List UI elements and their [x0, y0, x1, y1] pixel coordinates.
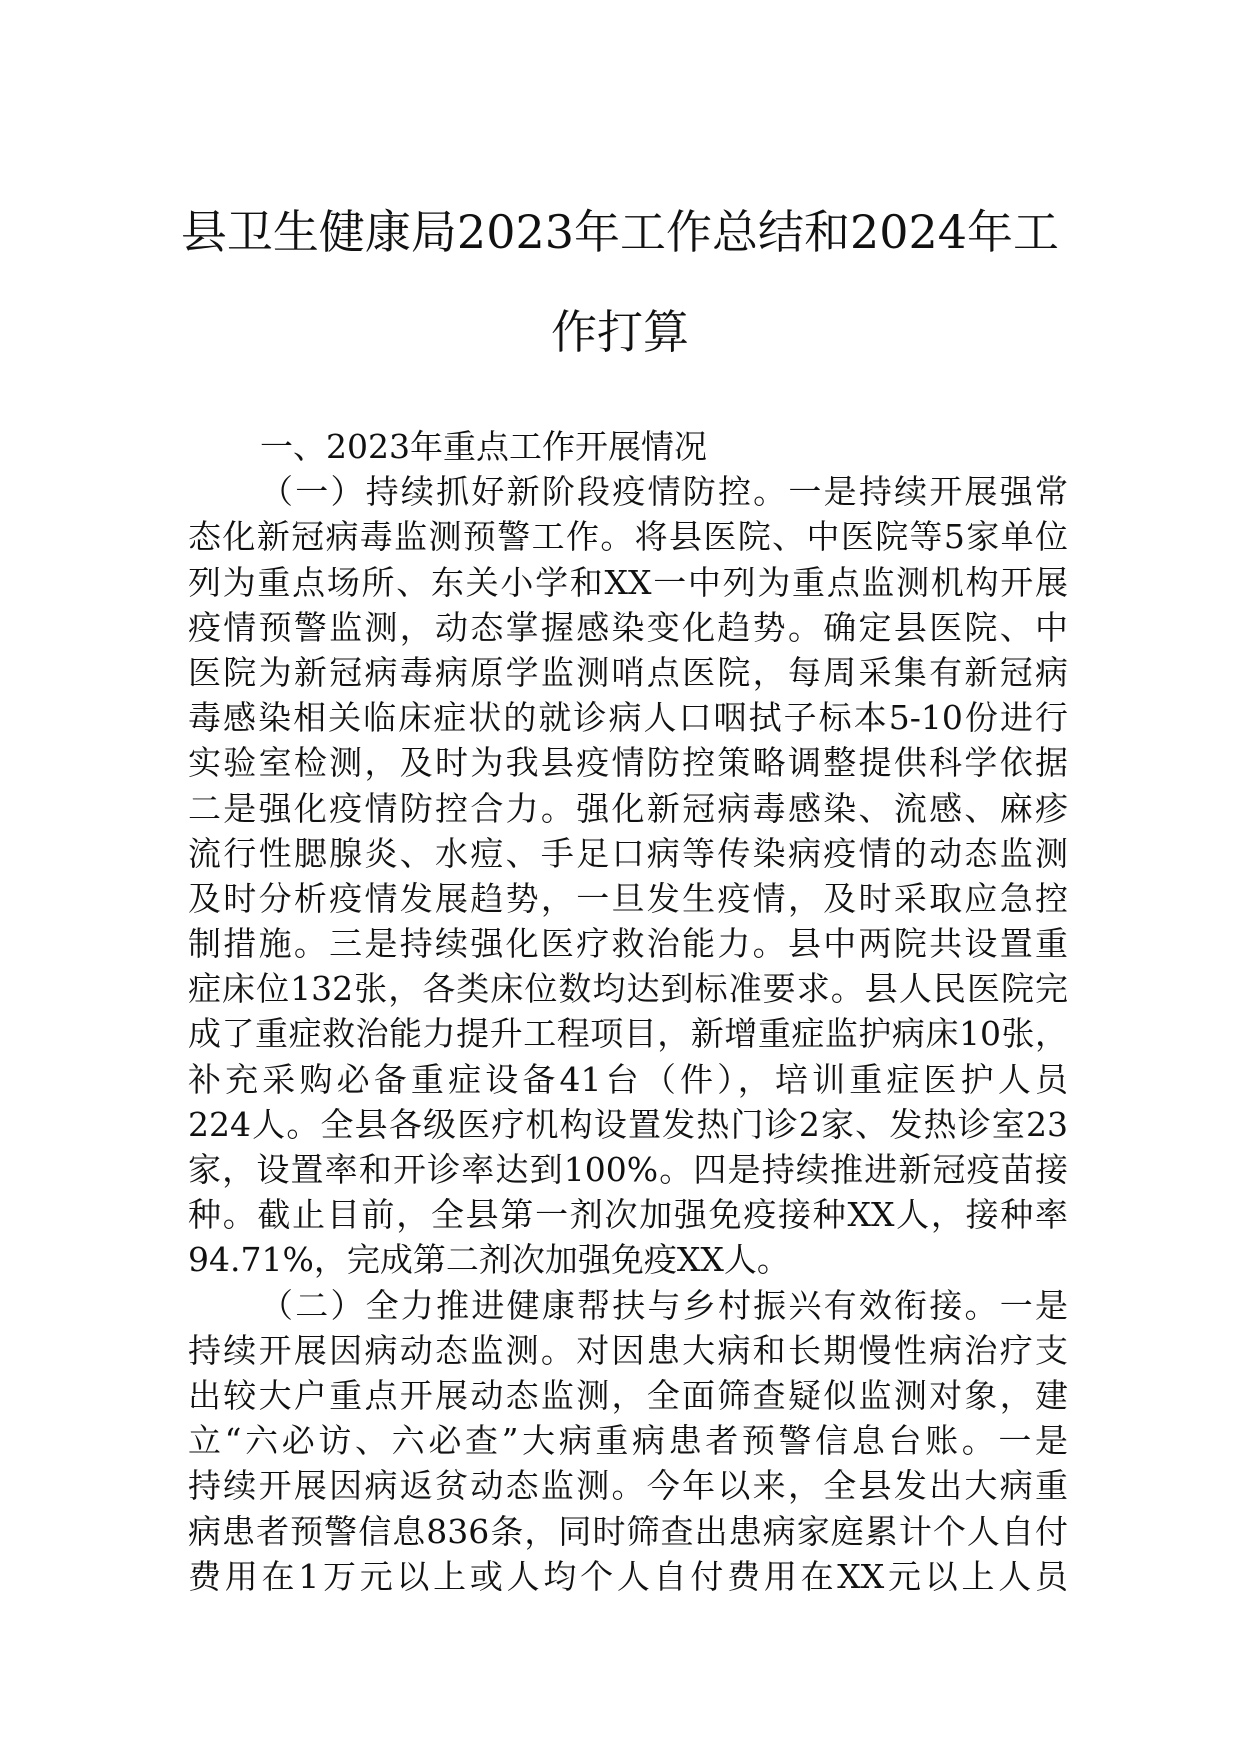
- document-body: [188, 424, 1068, 1599]
- paragraph-line: 症床位132张，各类床位数均达到标准要求。县人民医院完: [188, 969, 1068, 1009]
- document-title: [150, 182, 1090, 382]
- paragraph-line: 持续开展因病动态监测。对因患大病和长期慢性病治疗支: [188, 1330, 1068, 1370]
- paragraph-line: 流行性腮腺炎、水痘、手足口病等传染病疫情的动态监测: [188, 833, 1068, 873]
- paragraph-line: 态化新冠病毒监测预警工作。将县医院、中医院等5家单位: [188, 517, 1068, 557]
- paragraph-line: 成了重症救治能力提升工程项目，新增重症监护病床10张，: [188, 1014, 1068, 1054]
- paragraph-line: 及时分析疫情发展趋势，一旦发生疫情，及时采取应急控: [188, 878, 1068, 918]
- paragraph-line: 毒感染相关临床症状的就诊病人口咽拭子标本5-10份进行: [188, 698, 1068, 738]
- section-heading: 一、2023年重点工作开展情况: [260, 427, 707, 466]
- paragraph-line: 医院为新冠病毒病原学监测哨点医院，每周采集有新冠病: [188, 652, 1068, 692]
- paragraph-line: 列为重点场所、东关小学和XX一中列为重点监测机构开展: [188, 562, 1068, 602]
- paragraph-line: 病患者预警信息836条，同时筛查出患病家庭累计个人自付: [188, 1511, 1068, 1551]
- paragraph-line: （二）全力推进健康帮扶与乡村振兴有效衔接。一是: [260, 1285, 1068, 1325]
- paragraph-line: 持续开展因病返贫动态监测。今年以来，全县发出大病重: [188, 1466, 1068, 1506]
- paragraph-line: 种。截止目前，全县第一剂次加强免疫接种XX人，接种率: [188, 1195, 1068, 1235]
- paragraph-line: 补充采购必备重症设备41台（件），培训重症医护人员: [188, 1059, 1068, 1099]
- paragraph-line: 94.71%，完成第二剂次加强免疫XX人。: [188, 1240, 790, 1280]
- paragraph-line: 实验室检测，及时为我县疫情防控策略调整提供科学依据: [188, 743, 1068, 783]
- paragraph-line: 家，设置率和开诊率达到100%。四是持续推进新冠疫苗接: [188, 1150, 1068, 1189]
- paragraph-line: 二是强化疫情防控合力。强化新冠病毒感染、流感、麻疹: [188, 788, 1068, 828]
- paragraph-line: 224人。全县各级医疗机构设置发热门诊2家、发热诊室23: [188, 1104, 1068, 1144]
- paragraph-line: 出较大户重点开展动态监测，全面筛查疑似监测对象，建: [188, 1375, 1068, 1415]
- paragraph-line: 疫情预警监测，动态掌握感染变化趋势。确定县医院、中: [188, 607, 1068, 647]
- paragraph-line: 制措施。三是持续强化医疗救治能力。县中两院共设置重: [188, 924, 1068, 964]
- paragraph-line: 费用在1万元以上或人均个人自付费用在XX元以上人员: [188, 1556, 1068, 1596]
- paragraph-line: （一）持续抓好新阶段疫情防控。一是持续开展强常: [260, 472, 1068, 512]
- title-line-1: 县卫生健康局2023年工作总结和2024年工: [180, 205, 1060, 259]
- paragraph-line: 立“六必访、六必查”大病重病患者预警信息台账。一是: [188, 1421, 1068, 1461]
- title-line-2: 作打算: [551, 305, 689, 359]
